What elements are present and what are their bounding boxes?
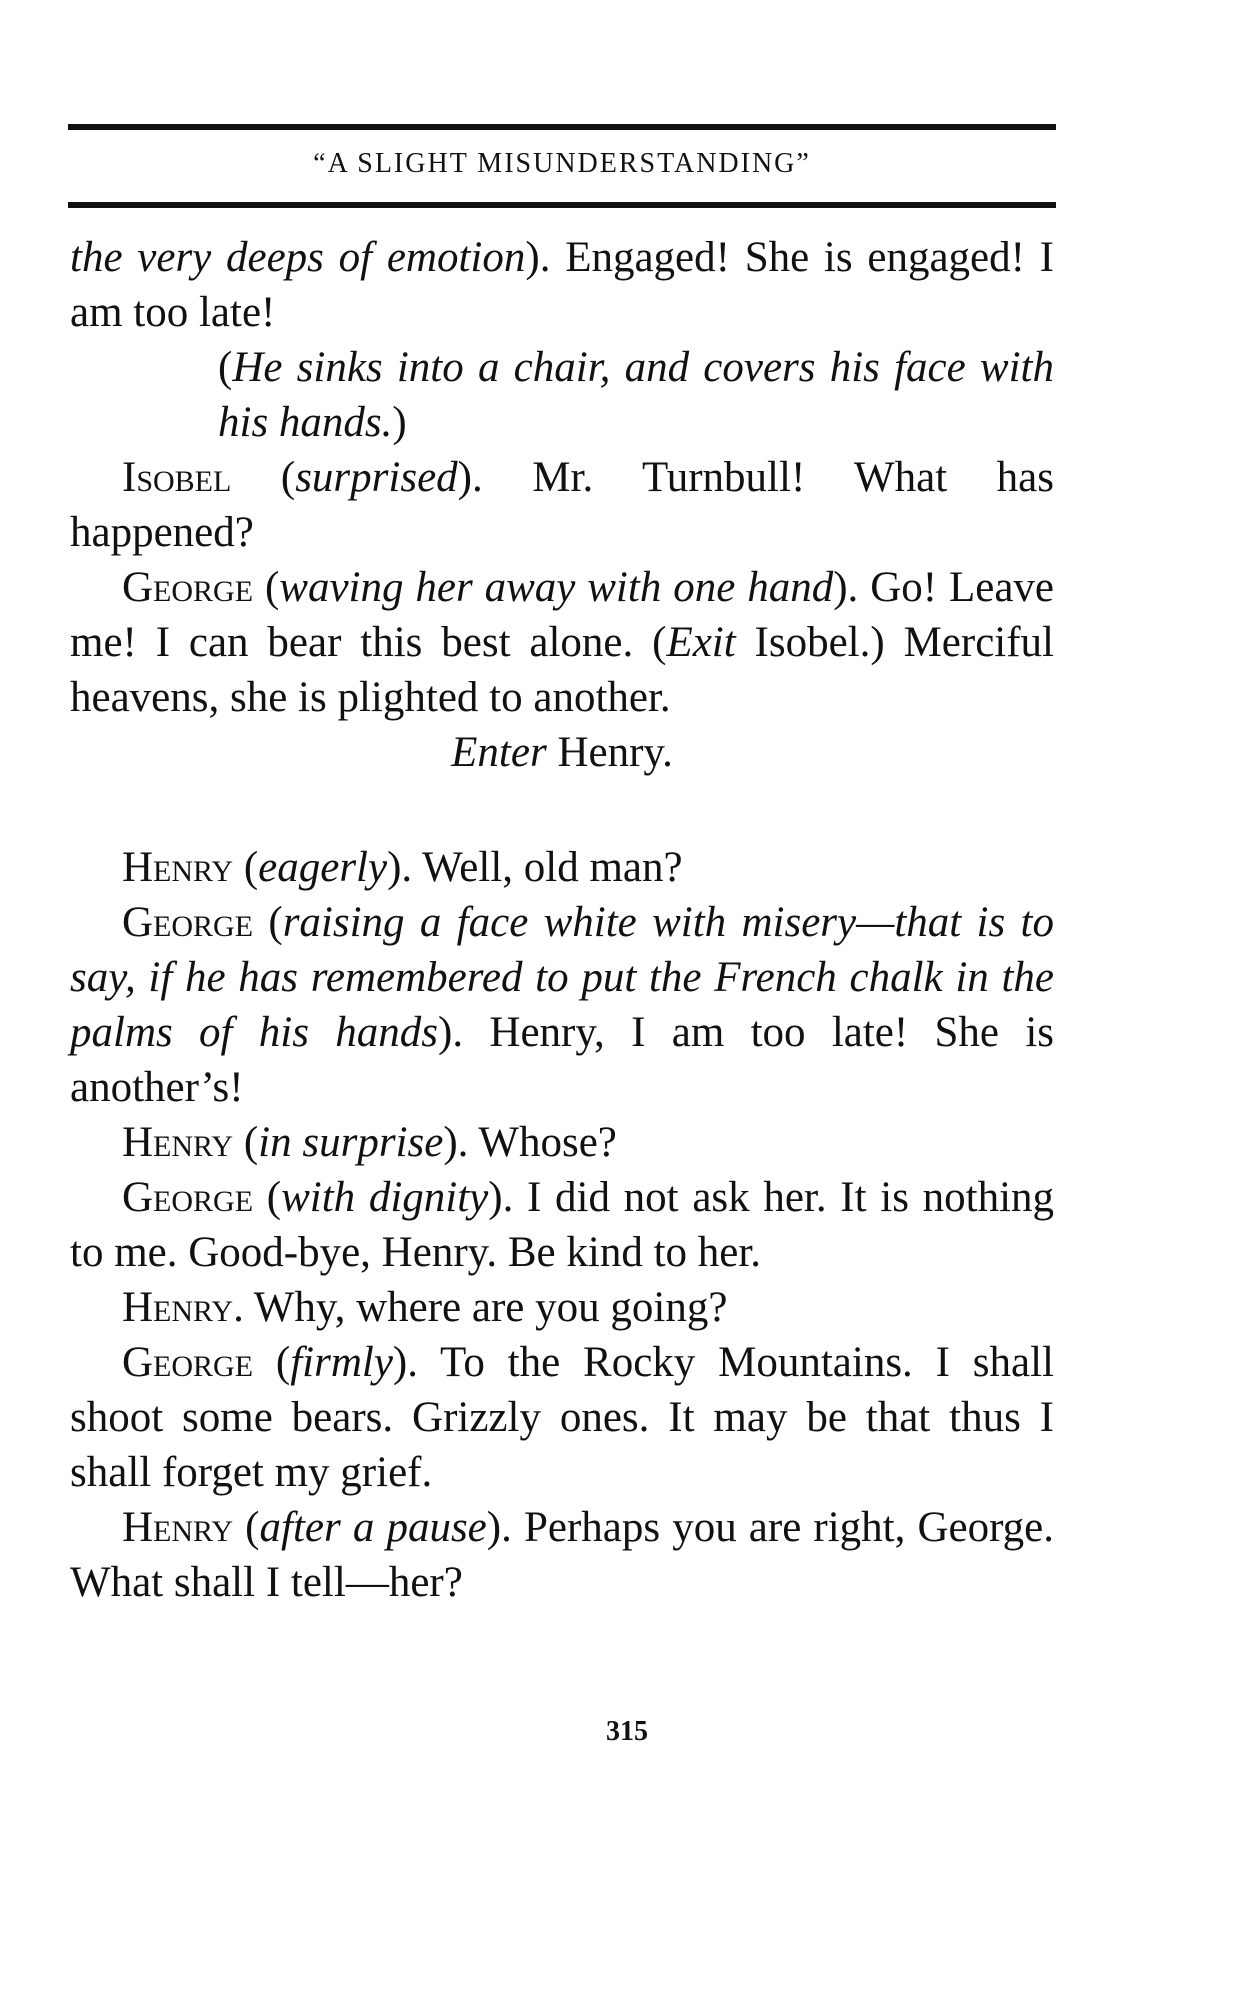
speaker-name: George xyxy=(122,1339,254,1386)
punctuation: ). xyxy=(387,844,413,891)
speech-text: Why, where are you going? xyxy=(243,1284,728,1331)
speech-henry xyxy=(70,1500,1054,1610)
speech-henry xyxy=(70,1115,1054,1170)
speech-text: Henry, I am too late! She is another’s! xyxy=(70,1009,1054,1111)
speech-text: Merciful heavens, she is plighted to another. xyxy=(70,619,1054,721)
punctuation: ( xyxy=(253,1174,282,1221)
punctuation: ( xyxy=(253,1339,291,1386)
stage-direction: after a pause xyxy=(259,1504,487,1551)
speech-text: Whose? xyxy=(468,1119,617,1166)
speech-henry xyxy=(70,1280,1054,1335)
punctuation: ). xyxy=(833,564,859,611)
speech-henry xyxy=(70,840,1054,895)
stage-direction: Enter xyxy=(451,729,547,776)
speech-george xyxy=(70,1170,1054,1280)
punctuation: ). xyxy=(438,1009,464,1056)
punctuation: ( xyxy=(231,454,296,501)
page-number: 315 xyxy=(606,1716,648,1747)
punctuation: ). xyxy=(486,1504,512,1551)
continued-speech xyxy=(70,230,1054,340)
stage-direction: with dignity xyxy=(281,1174,489,1221)
stage-direction: firmly xyxy=(290,1339,393,1386)
punctuation: ( xyxy=(218,344,233,391)
stage-direction: surprised xyxy=(295,454,458,501)
header-rule-top xyxy=(68,124,1056,130)
running-head: “A SLIGHT MISUNDERSTANDING” xyxy=(313,148,811,179)
speaker-name: George xyxy=(122,899,254,946)
punctuation: ). xyxy=(488,1174,514,1221)
speaker-name: Henry xyxy=(122,844,234,891)
entrance-direction xyxy=(70,725,1054,780)
speech-text: I did not ask her. It is nothing to me. Good-bye, Henry. Be kind to her. xyxy=(70,1174,1055,1276)
speaker-name: George xyxy=(122,1174,254,1221)
spacer xyxy=(70,780,1054,840)
punctuation: ). xyxy=(443,1119,469,1166)
speech-isobel xyxy=(70,450,1054,560)
speaker-name: Henry xyxy=(122,1504,234,1551)
punctuation: ( xyxy=(233,844,259,891)
speech-george xyxy=(70,1335,1054,1500)
stage-direction: He sinks into a chair, and covers his face with his hands. xyxy=(218,344,1054,446)
play-text xyxy=(70,230,1054,1610)
stage-direction: in surprise xyxy=(258,1119,444,1166)
stage-direction: eagerly xyxy=(258,844,388,891)
punctuation: ( xyxy=(633,619,667,666)
speech-text: Isobel.) xyxy=(735,619,885,666)
punctuation: ( xyxy=(253,564,280,611)
speech-text: Perhaps you are right, George. What shall I tell—her? xyxy=(70,1504,1054,1606)
speaker-name: Isobel xyxy=(122,454,232,501)
speech-text: Well, old man? xyxy=(412,844,683,891)
punctuation: ( xyxy=(233,1504,260,1551)
punctuation: ( xyxy=(253,899,283,946)
stage-direction-block xyxy=(218,340,1054,450)
speech-george xyxy=(70,560,1054,725)
character-name: Henry. xyxy=(546,729,673,776)
speech-text: Mr. Turnbull! What has happened? xyxy=(70,454,1054,556)
punctuation: ). xyxy=(525,234,551,281)
punctuation: ( xyxy=(233,1119,259,1166)
stage-direction: Exit xyxy=(666,619,736,666)
speech-text: Engaged! She is engaged! I am too late! xyxy=(70,234,1054,336)
header-rule-bottom xyxy=(68,202,1056,208)
punctuation: ). xyxy=(457,454,483,501)
stage-direction: raising a face white with misery—that is to say, if he has remembered to put the French chalk in the palms of his hands xyxy=(70,899,1054,1056)
punctuation: ) xyxy=(392,399,407,446)
speech-text: Go! Leave me! I can bear this best alone. xyxy=(70,564,1054,666)
speech-george xyxy=(70,895,1054,1115)
speaker-name: Henry xyxy=(122,1119,234,1166)
speech-text: To the Rocky Mountains. I shall shoot some bears. Grizzly ones. It may be that thus I shall forget my grief. xyxy=(70,1339,1054,1496)
stage-direction: the very deeps of emotion xyxy=(70,234,526,281)
punctuation: ). xyxy=(392,1339,418,1386)
stage-direction: waving her away with one hand xyxy=(279,564,834,611)
speaker-name: George xyxy=(122,564,254,611)
speaker-name: Henry. xyxy=(122,1284,244,1331)
